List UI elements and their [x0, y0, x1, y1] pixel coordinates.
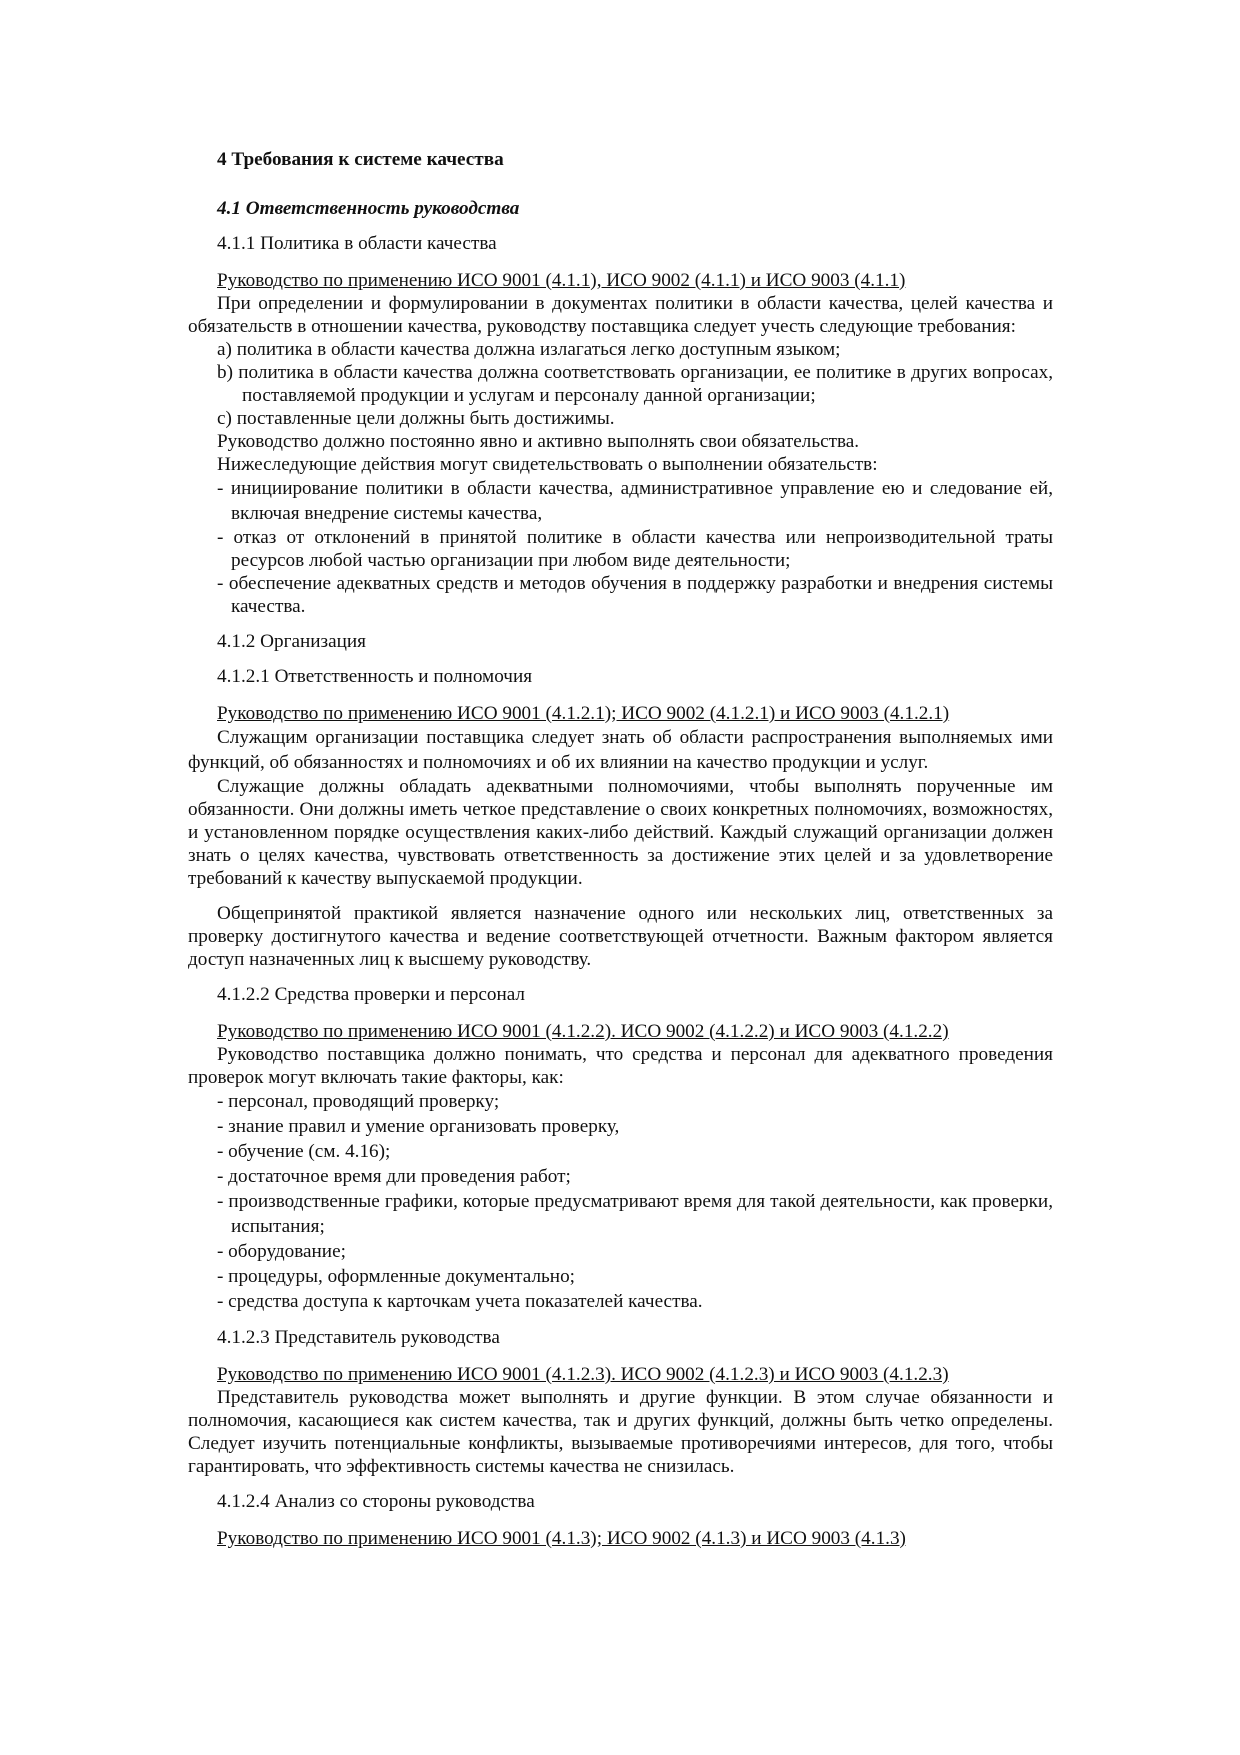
clause-heading: 4.1.2.2 Средства проверки и персонал: [217, 984, 525, 1005]
list-item: - средства доступа к карточкам учета показателей качества.: [217, 1291, 703, 1312]
paragraph: Общепринятой практикой является назначение одного или нескольких лиц, ответственных за проверку достигнутого качества и ведение соответствующей отчетности. Важным фактором является доступ назначенных лиц к высшему руководству.: [188, 903, 1053, 970]
guidance-reference: Руководство по применению ИСО 9001 (4.1.1), ИСО 9002 (4.1.1) и ИСО 9003 (4.1.1): [217, 270, 906, 291]
paragraph: Нижеследующие действия могут свидетельствовать о выполнении обязательств:: [217, 454, 878, 475]
paragraph: Руководство поставщика должно понимать, что средства и персонал для адекватного проведения проверок могут включать такие факторы, как:: [188, 1044, 1053, 1088]
guidance-reference: Руководство по применению ИСО 9001 (4.1.2.1); ИСО 9002 (4.1.2.1) и ИСО 9003 (4.1.2.1): [217, 703, 950, 724]
list-item: - отказ от отклонений в принятой политике в области качества или непроизводительной траты ресурсов любой частью организации при любом виде деятельности;: [217, 527, 1053, 571]
list-item: b) политика в области качества должна соответствовать организации, ее политике в других вопросах, поставляемой продукции и услугам и персоналу данной организации;: [217, 362, 1053, 406]
list-item: - знание правил и умение организовать проверку,: [217, 1116, 620, 1137]
guidance-reference: Руководство по применению ИСО 9001 (4.1.2.2). ИСО 9002 (4.1.2.2) и ИСО 9003 (4.1.2.2): [217, 1021, 949, 1042]
clause-heading: 4.1.2 Организация: [217, 631, 367, 652]
list-item: - оборудование;: [217, 1241, 346, 1262]
list-item: - персонал, проводящий проверку;: [217, 1091, 500, 1112]
list-item: - инициирование политики в области качества, административное управление ею и следование ей, включая внедрение системы качества,: [217, 478, 1053, 524]
list-item: - обеспечение адекватных средств и методов обучения в поддержку разработки и внедрения системы качества.: [217, 573, 1053, 617]
guidance-reference: Руководство по применению ИСО 9001 (4.1.2.3). ИСО 9002 (4.1.2.3) и ИСО 9003 (4.1.2.3): [217, 1364, 949, 1385]
list-item: - производственные графики, которые предусматривают время для такой деятельности, как проверки, испытания;: [217, 1191, 1053, 1237]
guidance-reference: Руководство по применению ИСО 9001 (4.1.3); ИСО 9002 (4.1.3) и ИСО 9003 (4.1.3): [217, 1528, 906, 1549]
list-item: - обучение (см. 4.16);: [217, 1141, 391, 1162]
section-title: 4 Требования к системе качества: [217, 149, 504, 170]
document-page: [188, 148, 1053, 1550]
paragraph: Служащие должны обладать адекватными полномочиями, чтобы выполнять порученные им обязанности. Они должны иметь четкое представление о своих конкретных полномочиях, возможностях, и установленном порядке осуществления каких-либо действий. Каждый служащий организации должен знать о целях качества, чувствовать ответственность за достижение этих целей и за удовлетворение требований к качеству выпускаемой продукции.: [188, 776, 1053, 889]
paragraph: Служащим организации поставщика следует знать об области распространения выполняемых ими функций, об обязанностях и полномочиях и об их влиянии на качество продукции и услуг.: [188, 727, 1053, 773]
list-item: а) политика в области качества должна излагаться легко доступным языком;: [217, 339, 841, 360]
clause-heading: 4.1.2.4 Анализ со стороны руководства: [217, 1491, 535, 1512]
list-item: - достаточное время дли проведения работ;: [217, 1166, 571, 1187]
paragraph: Руководство должно постоянно явно и активно выполнять свои обязательства.: [217, 431, 860, 452]
subsection-title: 4.1 Ответственность руководства: [217, 198, 520, 219]
list-item: - процедуры, оформленные документально;: [217, 1266, 576, 1287]
paragraph: Представитель руководства может выполнять и другие функции. В этом случае обязанности и полномочия, касающиеся как систем качества, так и других функций, должны быть четко определены. Следует изучить потенциальные конфликты, вызываемые противоречиями интересов, для того, чтобы гарантировать, что эффективность системы качества не снизилась.: [188, 1387, 1053, 1477]
clause-heading: 4.1.2.1 Ответственность и полномочия: [217, 666, 533, 687]
clause-heading: 4.1.2.3 Представитель руководства: [217, 1327, 500, 1348]
clause-heading: 4.1.1 Политика в области качества: [217, 233, 497, 254]
paragraph: При определении и формулировании в документах политики в области качества, целей качества и обязательств в отношении качества, руководству поставщика следует учесть следующие требования:: [188, 293, 1053, 337]
list-item: с) поставленные цели должны быть достижимы.: [217, 408, 615, 429]
